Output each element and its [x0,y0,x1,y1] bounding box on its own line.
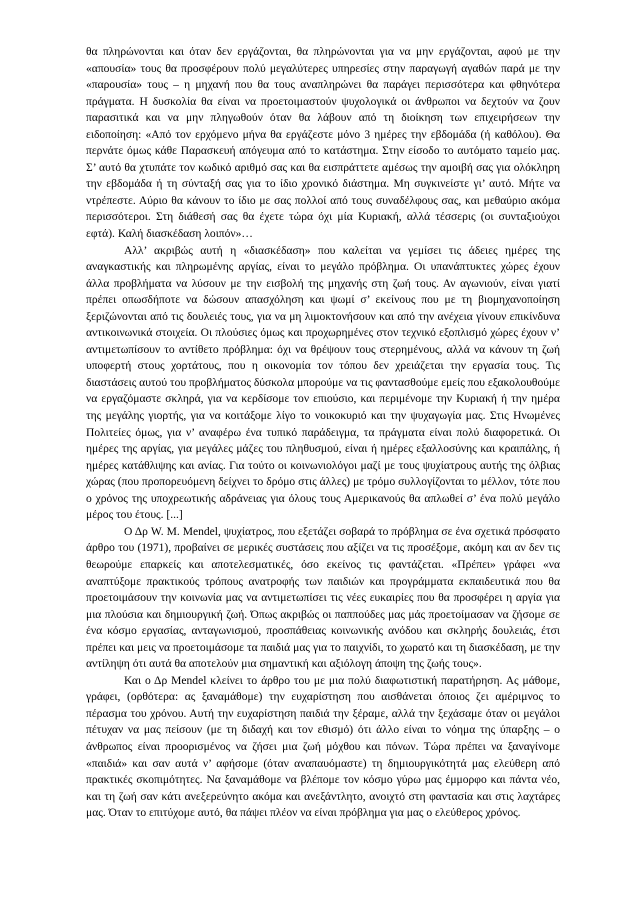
document-page [86,44,560,822]
paragraph-4: Και ο Δρ Mendel κλείνει το άρθρο του με μια πολύ διαφωτιστική παρατήρηση. Ας μάθομε, γράφει, (ορθότερα: ας ξαναμάθομε) την ευχαρίστηση που αισθάνεται όποιος ζει αμέριμνος το πέρασμα του χρόνου. Αυτή την ευχαρίστηση παιδιά την ξέραμε, αλλά την ξεχάσαμε όταν οι μεγάλοι πέτυχαν να μας πείσουν (με τη διδαχή και τον εθισμό) ότι άλλο είναι το νόημα της ύπαρξης – ο άνθρωπος είναι προορισμένος να ζήσει μια ζωή μόχθου και πόνων. Τώρα πρέπει να ξαναγίνομε «παιδιά» και σαν αυτά ν’ αφήσομε (όταν αναπαυόμαστε) τη δημιουργικότητά μας ελεύθερη από πρακτικές σκοπιμότητες. Να ξαναμάθομε να βλέπομε τον κόσμο γύρω μας έμμορφο και πάντα νέο, και τη ζωή σαν κάτι ανεξερεύνητο ακόμα και ανεξάντλητο, ανοιχτό στη φαντασία και στις λαχτάρες μας. Όταν το επιτύχομε αυτό, θα πάψει πλέον να είναι πρόβλημα για μας ο ελεύθερος χρόνος. [86,674,560,820]
paragraph-1: θα πληρώνονται και όταν δεν εργάζονται, θα πληρώνονται για να μην εργάζονται, αφού με την «απουσία» τους θα προσφέρουν πολύ μεγαλύτερες υπηρεσίες στην παραγωγή αγαθών παρά με την «παρουσία» τους – η μηχανή που θα τους αναπληρώνει θα παράγει περισσότερα και φθηνότερα πράγματα. Η δυσκολία θα είναι να προετοιμαστούν ψυχολογικά οι άνθρωποι να δεχτούν να ζουν παρασιτικά και να μην πληγωθούν όταν θα λάβουν από τη διοίκηση των επιχειρήσεων την ειδοποίηση: «Από τον ερχόμενο μήνα θα εργάζεστε μόνο 3 ημέρες την εβδομάδα (ή καθόλου). Θα περνάτε όμως κάθε Παρασκευή απόγευμα από το κατάστημα. Στην είσοδο το αυτόματο ταμείο μας. Σ’ αυτό θα χτυπάτε τον κωδικό αριθμό σας και θα εισπράττετε αμέσως την αμοιβή σας για ολόκληρη την εβδομάδα ή τη σύνταξή σας για το ίδιο χρονικό διάστημα. Μη συγκινείστε γι’ αυτό. Μήτε να ντρέπεστε. Αύριο θα κάνουν το ίδιο με σας πολλοί από τους συναδέλφους σας, και μεθαύριο ακόμα περισσότεροι. Στη διάθεσή σας θα έχετε τώρα όχι μία Κυριακή, αλλά τέσσερις (οι συνταξιούχοι εφτά). Καλή διασκέδαση λοιπόν»… [86,46,560,241]
paragraph-2: Αλλ’ ακριβώς αυτή η «διασκέδαση» που καλείται να γεμίσει τις άδειες ημέρες της αναγκαστικής και πληρωμένης αργίας, είναι το μεγάλο πρόβλημα. Οι υπανάπτυκτες χώρες έχουν άλλα προβλήματα να λύσουν με την εισβολή της μηχανής στη ζωή τους. Αν αγωνιούν, είναι γιατί πρέπει οπωσδήποτε να δώσουν απασχόληση και ψωμί σ’ εκείνους που με τη βιομηχανοποίηση ξεριζώνονται από τις δουλειές τους, για να μη λιμοκτονήσουν και από την ανέχεια γίνουν επικίνδυνα αντικοινωνικά στοιχεία. Οι πλούσιες όμως και προχωρημένες στον τεχνικό εξοπλισμό χώρες έχουν ν’ αντιμετωπίσουν το αντίθετο πρόβλημα: όχι να θρέψουν τους στερημένους, αλλά να κάνουν τη ζωή υποφερτή στους χορτάτους, που η οικονομία τον τόπου δεν χρειάζεται την εργασία τους. Τις διαστάσεις αυτού του προβλήματος δύσκολα μπορούμε να τις φαντασθούμε εμείς που εξακολουθούμε να εργαζόμαστε σκληρά, για να κερδίσομε τον επιούσιο, και περιμένομε την Κυριακή ή την ημέρα της μεγάλης γιορτής, για να κοιτάξομε λίγο το νοικοκυριό και την ψυχαγωγία μας. Στις Ηνωμένες Πολιτείες όμως, για ν’ αναφέρω ένα τυπικό παράδειγμα, τα πράγματα είναι πολύ διαφορετικά. Οι ημέρες της αργίας, για μεγάλες μάζες του πληθυσμού, είναι ή ημέρες εξαλλοσύνης και κραιπάλης, ή ημέρες κατάθλιψης και ανίας. Για τούτο οι κοινωνιολόγοι μαζί με τους ψυχίατρους αυτής της όλβιας χώρας (που προπορευόμενη δείχνει το δρόμο στις άλλες) με τρόμο συλλογίζονται το μέλλον, τότε που ο χρόνος της υποχρεωτικής αδράνειας για όλους τους Αμερικανούς θα απλωθεί σ’ ένα πολύ μεγάλο μέρος του έτους. [...] [86,244,560,522]
paragraph-3: Ο Δρ W. M. Mendel, ψυχίατρος, που εξετάζει σοβαρά το πρόβλημα σε ένα σχετικά πρόσφατο άρθρο του (1971), προβαίνει σε μερικές συστάσεις που αξίζει να τις προσέξομε, ακόμη και αν δεν τις θεωρούμε επαρκείς και αποτελεσματικές, όσο εκείνος τις φαντάζεται. «Πρέπει» γράφει «να αναπτύξομε πρακτικούς τρόπους ανατροφής των παιδιών και προγράμματα εκπαιδευτικά που θα προετοιμάσουν την κοινωνία μας να αντιμετωπίσει τις νέες ευκαιρίες που θα προσφέρει η αργία για μια πλούσια και δημιουργική ζωή. Όπως ακριβώς οι παππούδες μας μάς προετοίμασαν να ζήσομε σε ένα κόσμο εργασίας, ανταγωνισμού, προσπάθειας κοινωνικής ανόδου και σκληρής δουλειάς, έτσι πρέπει και μεις να προετοιμάσομε τα παιδιά μας για το παιχνίδι, το χωρατό και τη διασκέδαση, με την αντίληψη ότι αυτά θα αποτελούν μια σημαντική και αξιόλογη άποψη της ζωής τους». [86,525,560,671]
